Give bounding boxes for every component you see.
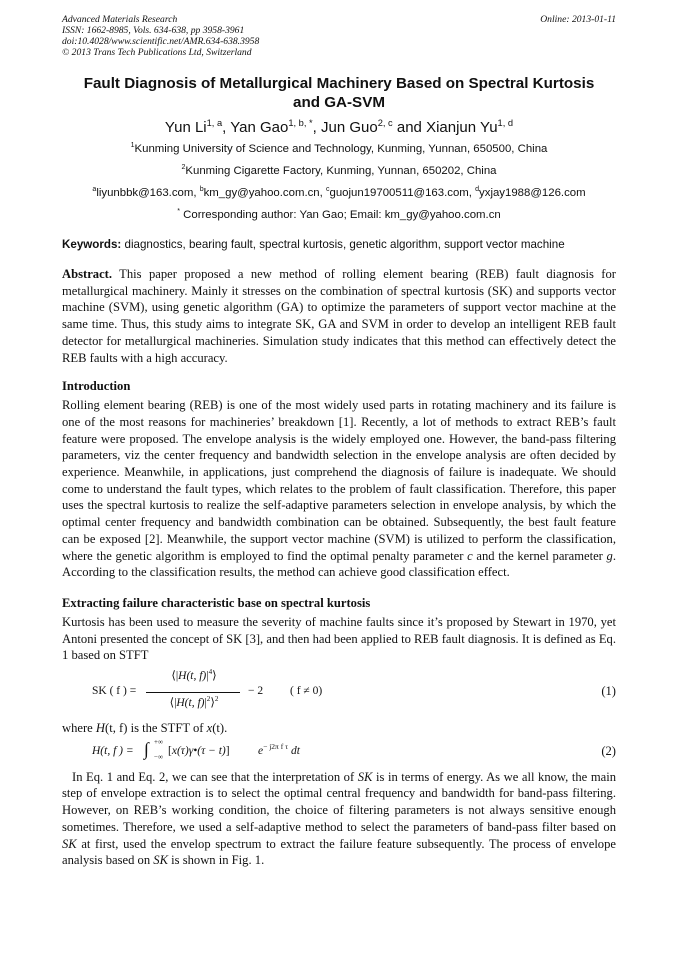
online-date: Online: 2013-01-11 [540,14,616,25]
author-sup: 2, c [377,118,393,128]
author-name: Jun Guo [320,119,378,136]
eq1-lhs: SK ( f ) = [92,685,137,698]
email-list [62,185,616,201]
eq1-minus: − 2 [248,685,264,698]
text-run: is in terms of energy. As we all know, the main step of envelope extraction is to select the optimal central frequency and bandwidth for band-pass filtering. However, on REB’s working condition, the choice of filtering parameters is not always sensitive enough sometimes. Therefore, we used a self-adaptive method to select the parameters of band-pass filter based on [62,769,617,834]
author-list [62,118,616,138]
math-var: SK [357,769,373,784]
keywords [62,237,616,252]
eq2-int-upper: +∞ [154,737,163,746]
integral-sign: ∫ [144,738,149,759]
text-run: In Eq. 1 and Eq. 2, we can see that the interpretation of [72,769,358,784]
sk-paragraph-2 [62,769,616,869]
author-name: Yan Gao [230,119,289,136]
email-sup: c [325,186,330,194]
eq1-num-expr: H(t, f) [178,670,207,683]
eq2-exp-pow: − j2π f τ [263,741,289,751]
text-run: at first, used the envelop spectrum to extract the failure feature subsequently. The process of envelope analysis based on [62,836,616,868]
affil-sup: 2 [181,164,186,172]
author-sep: , [222,119,231,136]
text-run: (t, f) [105,721,128,736]
abstract [62,266,616,366]
fraction-bar [146,692,240,693]
eq1-numerator: ⟨|H(t, $f)|^4⟩$ [171,668,217,683]
author-sep: and [392,119,427,136]
author-sep: , [312,119,321,136]
email-link[interactable]: liyunbbk@163.com, [96,187,200,199]
math-var: x [206,721,213,736]
email-link[interactable]: km_gy@yahoo.com.cn, [203,187,326,199]
doi: doi:10.4028/www.scientific.net/AMR.634-638.3958 [62,36,260,47]
email-sup: b [199,186,204,194]
paper-page [62,14,616,869]
author-sup: 1, d [497,118,514,128]
math-var: SK [62,836,77,851]
eq1-denominator: ⟨|H(t, $f)|^2⟩^2$ [169,695,219,710]
affil-sup: 1 [130,142,135,150]
keywords-label: Keywords: [62,238,122,251]
eq2-integrand-text: x(τ)γ•(τ − t) [171,744,226,757]
eq1-den-expr: H(t, f) [176,697,205,710]
affiliation-2 [62,163,616,179]
equation-2 [62,739,616,765]
affil-text: Kunming University of Science and Technology, Kunming, Yunnan, 650500, China [134,143,548,155]
corresponding-text: Corresponding author: Yan Gao; Email: km_gy@yahoo.com.cn [179,209,501,221]
email-sup: d [475,186,480,194]
title-line-1: Fault Diagnosis of Metallurgical Machinery Based on Spectral Kurtosis [83,75,595,92]
title-line-2: and GA-SVM [293,94,385,111]
eq1-den-pow: 2 [206,695,211,704]
text-run: is shown in Fig. 1. [168,853,265,868]
text-run: is the STFT of [127,721,207,736]
author-sup: 1, b, * [288,118,313,128]
math-var: SK [153,853,168,868]
journal-header [62,14,616,58]
math-var: c [467,548,473,563]
eq2-exponential [258,741,300,757]
author-sup: 1, a [206,118,223,128]
eq1-condition: ( f ≠ 0) [290,685,323,698]
text-run: where [62,721,96,736]
corresponding-sup: * [177,208,180,216]
eq1-den-outer-pow: 2 [214,695,219,704]
eq2-int-lower: −∞ [154,752,163,761]
intro-paragraph [62,397,616,581]
eq2-dt: dt [290,744,300,757]
section-heading-spectral-kurtosis: Extracting failure characteristic base on spectral kurtosis [62,595,371,610]
copyright: © 2013 Trans Tech Publications Ltd, Switzerland [62,47,252,58]
section-heading-introduction: Introduction [62,379,131,394]
journal-name: Advanced Materials Research [62,14,178,25]
author-name: Yun Li [164,119,207,136]
math-var: H [95,721,106,736]
eq2-integrand: [x(τ)γ•(τ − t)] [168,744,230,757]
issn: ISSN: 1662-8985, Vols. 634-638, pp 3958-3961 [62,25,245,36]
author-name: Xianjun Yu [426,119,498,136]
sk-paragraph-1: Kurtosis has been used to measure the severity of machine faults since it’s proposed by Stewart in 1970, yet Antoni presented the concept of SK [3], and then had been applied to REB fault diagnosis. It is defined as Eq. 1 based on STFT [62,614,616,663]
affil-text: Kunming Cigarette Factory, Kunming, Yunnan, 650202, China [185,165,497,177]
where-line [62,720,616,737]
eq2-exp-base: e [258,744,264,757]
keywords-text: diagnostics, bearing fault, spectral kurtosis, genetic algorithm, support vector machine [121,238,565,251]
email-sup: a [92,186,97,194]
eq1-number: (1) [601,684,616,699]
abstract-label: Abstract. [62,267,113,281]
eq1-num-pow: 4 [208,668,213,677]
text-run: . [224,721,228,736]
eq2-lhs [92,745,134,757]
corresponding-author [62,207,616,223]
equation-1 [62,668,616,718]
email-link[interactable]: guojun19700511@163.com, [329,187,476,199]
math-var: g [606,548,613,563]
paper-title [62,74,616,112]
text-run: and the kernel parameter [472,548,607,563]
eq2-lhs-text: H(t, f ) = [92,744,134,757]
eq2-number: (2) [601,743,616,758]
email-link[interactable]: yxjay1988@126.com [479,187,586,199]
text-run: (t) [212,721,225,736]
text-run: . According to the classification results, the method can achieve good classification effect. [62,548,616,580]
text-run: Rolling element bearing (REB) is one of the most widely used parts in rotating machinery and its failure is one of the most reasons for machineries’ breakdown [1]. Recently, a lot of methods to extract REB’s fault feature were proposed. The envelope analysis is the widely employed one. However, the band-pass filtering parameters, viz the center frequency and bandwidth selection in the envelope analysis are often decided by experience. Meanwhile, in applications, just comprehend the diagnosis of failure is inadequate. We should come to understand the fault types, which relates to the problem of fault classification. Therefore, this paper uses the spectral kurtosis to realize the self-adaptive parameters selection in envelope analysis, by which the optimal center frequency and bandwidth combination can be obtained. Subsequently, the best fault feature can be exposed [2]. Meanwhile, the support vector machine (SVM) is utilized to perform the classification, where the genetic algorithm is employed to find the optimal penalty parameter [62,398,616,563]
abstract-text: This paper proposed a new method of rolling element bearing (REB) fault diagnosis for metallurgical machinery. Mainly it stresses on the combination of spectral kurtosis (SK) and supports vector machine (SVM), using genetic algorithm (GA) to optimize the parameters of support vector machine at the same time. Thus, this study aims to integrate SK, GA and SVM in order to develop an intelligent REB fault detector for metallurgical machineries. Simulation study indicates that this method can effectively detect the REB faults with a high accuracy. [62,267,616,365]
affiliation-1 [62,141,616,157]
